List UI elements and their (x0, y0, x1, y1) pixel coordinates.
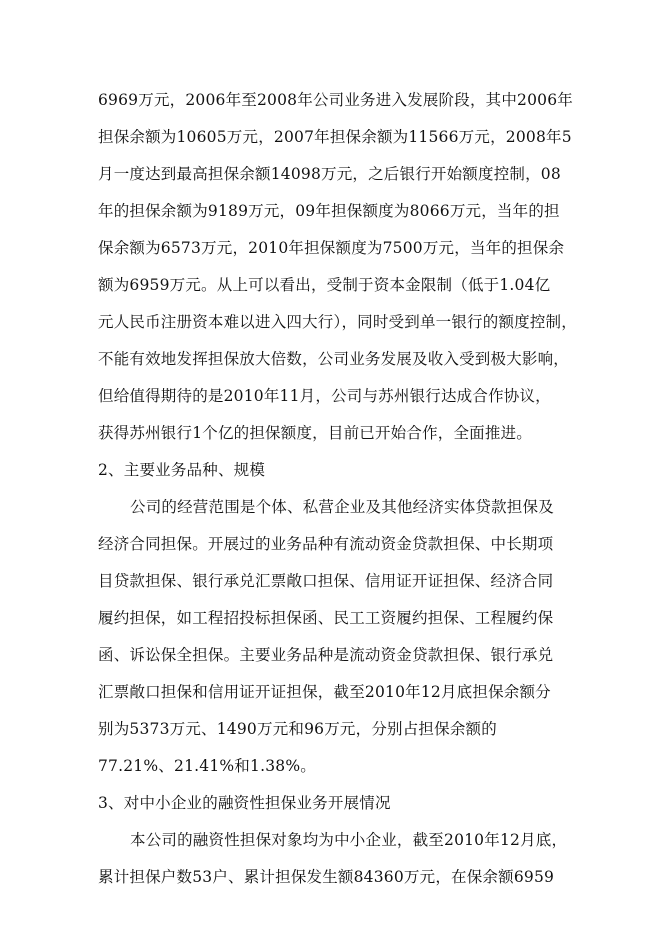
paragraph-line: 额为6959万元。从上可以看出，受制于资本金限制（低于1.04亿 (98, 276, 551, 294)
paragraph-first-line: 本公司的融资性担保对象均为中小企业，截至2010年12月底， (130, 831, 568, 849)
paragraph-line: 元人民币注册资本难以进入四大行），同时受到单一银行的额度控制， (98, 313, 577, 331)
section-heading-2: 2、主要业务品种、规模 (98, 461, 266, 479)
paragraph-line: 但给值得期待的是2010年11月，公司与苏州银行达成合作协议， (98, 387, 551, 405)
paragraph-line: 保余额为6573万元，2010年担保额度为7500万元，当年的担保余 (98, 239, 565, 257)
paragraph-line: 目贷款担保、银行承兑汇票敞口担保、信用证开证担保、经济合同 (98, 572, 554, 590)
section-heading-3: 3、对中小企业的融资性担保业务开展情况 (98, 794, 391, 812)
paragraph-line: 经济合同担保。开展过的业务品种有流动资金贷款担保、中长期项 (98, 535, 554, 553)
paragraph-line: 6969万元，2006年至2008年公司业务进入发展阶段，其中2006年 (98, 91, 573, 109)
paragraph-line: 不能有效地发挥担保放大倍数，公司业务发展及收入受到极大影响， (98, 350, 570, 368)
paragraph-line: 汇票敞口担保和信用证开证担保，截至2010年12月底担保余额分 (98, 683, 551, 701)
paragraph-line: 获得苏州银行1个亿的担保额度，目前已开始合作，全面推进。 (98, 424, 532, 442)
paragraph-line: 担保余额为10605万元，2007年担保余额为11566万元，2008年5 (98, 128, 572, 146)
paragraph-first-line: 公司的经营范围是个体、私营企业及其他经济实体贷款担保及 (130, 498, 554, 516)
paragraph-line: 累计担保户数53户、累计担保发生额84360万元，在保余额6959 (98, 868, 555, 886)
paragraph-line: 别为5373万元、1490万元和96万元，分别占担保余额的 (98, 720, 497, 738)
paragraph-line: 月一度达到最高担保余额14098万元，之后银行开始额度控制，08 (98, 165, 561, 183)
paragraph-line: 年的担保余额为9189万元，09年担保额度为8066万元，当年的担 (98, 202, 560, 220)
paragraph-line: 履约担保，如工程招投标担保函、民工工资履约担保、工程履约保 (98, 609, 554, 627)
paragraph-line: 函、诉讼保全担保。主要业务品种是流动资金贷款担保、银行承兑 (98, 646, 554, 664)
paragraph-line: 77.21%、21.41%和1.38%。 (98, 757, 316, 775)
